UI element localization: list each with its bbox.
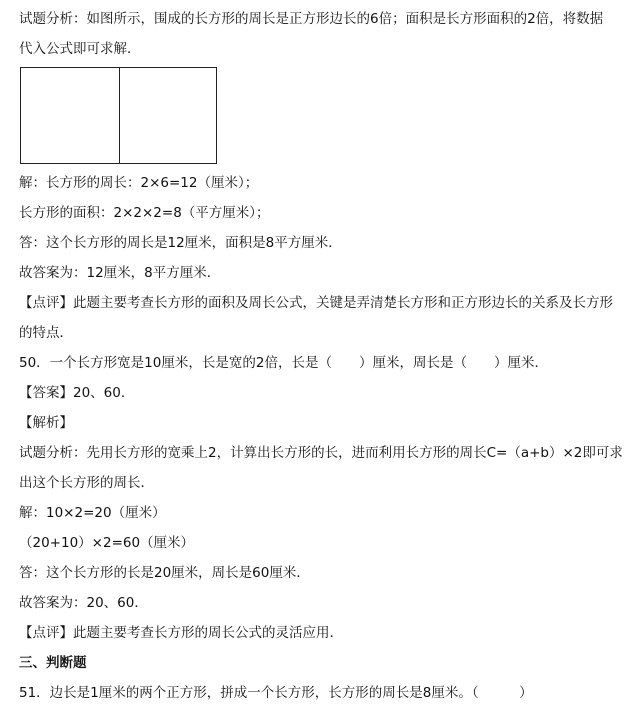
rectangle-figure <box>20 67 217 164</box>
final-answer-50: 故答案为：20、60． <box>19 595 148 611</box>
solution-perimeter: 解：长方形的周长：2×6=12（厘米）； <box>19 175 259 191</box>
analysis-line-2: 代入公式即可求解． <box>19 41 141 57</box>
section-heading-judgement: 三、判断题 <box>19 655 87 671</box>
comment-line-1: 【点评】此题主要考查长方形的面积及周长公式，关键是弄清楚长方形和正方形边长的关系及长方形 <box>19 295 613 311</box>
final-answer: 故答案为：12厘米，8平方厘米． <box>19 265 221 281</box>
analysis-50-line-1: 试题分析：先用长方形的宽乘上2，计算出长方形的长，进而利用长方形的周长C=（a+b）×2即可求 <box>19 445 623 461</box>
solution-area: 长方形的面积：2×2×2=8（平方厘米）； <box>19 205 270 221</box>
answer-50: 【答案】20、60． <box>19 385 135 401</box>
answer-statement: 答：这个长方形的周长是12厘米，面积是8平方厘米． <box>19 235 342 251</box>
comment-line-2: 的特点． <box>19 325 73 341</box>
solution-50-length: 解：10×2=20（厘米） <box>19 505 166 521</box>
analysis-50-line-2: 出这个长方形的周长． <box>19 475 154 491</box>
question-51: 51．边长是1厘米的两个正方形，拼成一个长方形，长方形的周长是8厘米。（ ） <box>19 685 533 701</box>
figure-divider <box>119 68 120 163</box>
answer-statement-50: 答：这个长方形的长是20厘米，周长是60厘米． <box>19 565 310 581</box>
analysis-line-1: 试题分析：如图所示，围成的长方形的周长是正方形边长的6倍；面积是长方形面积的2倍，将数据 <box>19 11 604 27</box>
question-50: 50．一个长方形宽是10厘米，长是宽的2倍，长是（ ）厘米，周长是（ ）厘米． <box>19 355 548 371</box>
solution-50-perimeter: （20+10）×2=60（厘米） <box>19 535 195 551</box>
analysis-heading-50: 【解析】 <box>19 415 73 431</box>
comment-50: 【点评】此题主要考查长方形的周长公式的灵活应用． <box>19 625 343 641</box>
